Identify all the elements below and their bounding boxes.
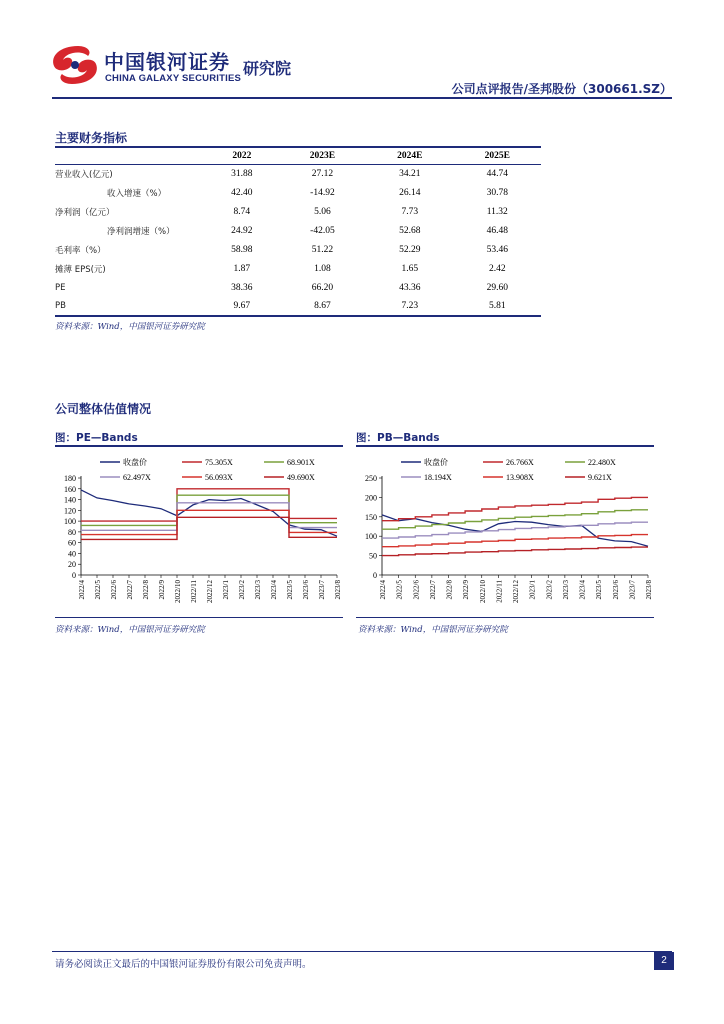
x-tick-label: 2023/3 — [254, 580, 262, 600]
table-cell: 9.67 — [205, 297, 279, 316]
table-cell: 46.48 — [486, 225, 508, 236]
legend-label: 18.194X — [424, 473, 452, 482]
x-tick-label: 2022/8 — [445, 580, 454, 600]
x-tick-label: 2022/10 — [478, 580, 487, 603]
table-cell: 7.73 — [401, 206, 419, 217]
financials-source: 资料来源：Wind，中国银河证券研究院 — [55, 322, 205, 332]
legend-label: 收盘价 — [424, 458, 448, 467]
row-label: 净利润增速（%） — [107, 226, 175, 237]
x-tick-label: 2023/8 — [645, 580, 653, 600]
x-tick-label: 2022/11 — [190, 580, 198, 603]
table-cell: 8.67 — [279, 297, 366, 316]
x-tick-label: 2023/4 — [578, 580, 587, 600]
x-tick-label: 2023/2 — [545, 580, 554, 600]
x-tick-label: 2022/5 — [94, 580, 102, 600]
table-cell: 27.12 — [311, 168, 334, 179]
y-tick-label: 0 — [373, 571, 377, 580]
pe-chart-source: 资料来源：Wind，中国银河证券研究院 — [55, 625, 205, 635]
x-tick-label: 2022/6 — [412, 580, 421, 600]
y-tick-label: 140 — [64, 495, 76, 505]
series-line-band-3 — [81, 503, 337, 531]
x-tick-label: 2022/9 — [462, 580, 471, 600]
footer-disclaimer: 请务必阅读正文最后的中国银河证券股份有限公司免责声明。 — [55, 959, 312, 970]
y-tick-label: 120 — [64, 506, 76, 516]
table-cell: 58.98 — [231, 244, 253, 255]
financials-section-title: 主要财务指标 — [55, 131, 128, 145]
table-cell: 2.42 — [488, 263, 506, 274]
y-tick-label: 150 — [365, 512, 377, 522]
y-tick-label: 100 — [365, 532, 377, 542]
pe-chart-title: 图：PE—Bands — [55, 432, 138, 444]
x-tick-label: 2023/8 — [334, 580, 342, 600]
page-header — [0, 0, 724, 100]
table-header-cell — [55, 147, 205, 164]
x-tick-label: 2023/7 — [628, 580, 637, 600]
table-cell: -42.05 — [310, 225, 335, 236]
y-tick-label: 0 — [72, 571, 76, 580]
logo-english-name: CHINA GALAXY SECURITIES — [105, 73, 242, 84]
table-cell: 1.87 — [233, 263, 251, 274]
y-tick-label: 20 — [68, 560, 76, 570]
y-tick-label: 250 — [365, 474, 377, 483]
series-line-band-1 — [81, 489, 337, 521]
table-cell: 5.06 — [314, 206, 331, 217]
x-tick-label: 2022/11 — [495, 580, 504, 603]
x-tick-label: 2022/5 — [395, 580, 404, 600]
x-tick-label: 2022/4 — [78, 580, 86, 600]
table-cell: 52.29 — [399, 244, 421, 255]
row-label: 毛利率（%） — [55, 245, 106, 256]
report-title: 公司点评报告/圣邦股份（300661.SZ） — [451, 82, 672, 96]
table-cell: 43.36 — [399, 282, 421, 293]
table-cell: 44.74 — [486, 168, 508, 179]
x-tick-label: 2023/6 — [611, 580, 620, 600]
x-tick-label: 2023/6 — [302, 580, 310, 600]
y-tick-label: 200 — [365, 493, 377, 503]
legend-label: 75.305X — [205, 458, 233, 467]
valuation-section-title: 公司整体估值情况 — [55, 402, 152, 416]
table-cell: 24.92 — [231, 225, 253, 236]
row-label: PB — [55, 297, 205, 316]
legend-label: 9.621X — [588, 473, 612, 482]
institute-label: 研究院 — [243, 59, 292, 78]
x-tick-label: 2023/5 — [595, 580, 604, 600]
table-cell: 38.36 — [231, 282, 253, 293]
financials-table-body — [55, 164, 541, 316]
x-tick-label: 2023/1 — [222, 580, 230, 600]
legend-label: 49.690X — [287, 473, 315, 482]
table-cell: 29.60 — [486, 282, 508, 293]
x-tick-label: 2022/8 — [142, 580, 150, 600]
pb-bands-chart — [356, 448, 654, 613]
y-tick-label: 100 — [64, 517, 76, 527]
x-tick-label: 2023/1 — [528, 580, 537, 600]
row-label: PE — [55, 282, 66, 293]
pb-chart-bottom-rule — [356, 617, 654, 618]
table-cell: 53.46 — [486, 244, 508, 255]
x-tick-label: 2023/3 — [561, 580, 570, 600]
header-divider — [52, 97, 672, 99]
pe-chart-bottom-rule — [55, 617, 343, 618]
table-header-cell: 2024E — [366, 147, 453, 164]
series-line-band-5 — [382, 547, 648, 556]
pe-chart-top-rule — [55, 445, 343, 447]
table-cell: 11.32 — [486, 206, 508, 217]
legend-label: 收盘价 — [123, 458, 147, 467]
row-label: 摊薄 EPS(元) — [55, 264, 106, 275]
y-tick-label: 160 — [64, 484, 76, 494]
table-header-cell: 2023E — [279, 147, 366, 164]
y-tick-label: 80 — [68, 527, 76, 537]
y-tick-label: 40 — [68, 549, 76, 559]
table-row — [55, 240, 541, 259]
galaxy-logo-icon — [48, 42, 102, 88]
series-line-band-2 — [382, 510, 648, 529]
legend-label: 26.766X — [506, 458, 534, 467]
table-cell: 7.23 — [366, 297, 453, 316]
x-tick-label: 2022/12 — [206, 580, 214, 603]
table-cell: 52.68 — [399, 225, 421, 236]
financials-table — [55, 146, 541, 317]
table-row — [55, 278, 541, 297]
table-cell: 1.65 — [401, 263, 419, 274]
table-cell: 31.88 — [231, 168, 253, 179]
table-cell: 51.22 — [311, 244, 334, 255]
legend-label: 13.908X — [506, 473, 534, 482]
legend-label: 56.093X — [205, 473, 233, 482]
pb-chart-top-rule — [356, 445, 654, 447]
pb-chart-source: 资料来源：Wind，中国银河证券研究院 — [358, 625, 508, 635]
row-label: 收入增速（%） — [107, 188, 167, 199]
legend-label: 68.901X — [287, 458, 315, 467]
pe-bands-chart — [55, 448, 343, 613]
x-tick-label: 2022/4 — [379, 580, 387, 600]
page-number: 2 — [654, 952, 674, 970]
series-line-close-price — [81, 490, 337, 536]
row-label: 净利润（亿元） — [55, 207, 115, 218]
table-cell: 26.14 — [399, 187, 421, 198]
x-tick-label: 2023/4 — [270, 580, 278, 600]
table-cell: 30.78 — [486, 187, 508, 198]
x-tick-label: 2022/12 — [512, 580, 520, 603]
pb-chart-title: 图：PB—Bands — [356, 432, 440, 444]
table-row — [55, 297, 541, 316]
y-tick-label: 60 — [68, 538, 76, 548]
table-header-row — [55, 147, 541, 164]
table-header-cell: 2022 — [205, 147, 279, 164]
x-tick-label: 2022/7 — [428, 580, 437, 600]
table-row — [55, 202, 541, 221]
table-cell: 8.74 — [233, 206, 251, 217]
x-tick-label: 2022/10 — [174, 580, 182, 603]
x-tick-label: 2022/7 — [126, 580, 134, 600]
table-cell: 34.21 — [399, 168, 421, 179]
x-tick-label: 2022/6 — [110, 580, 118, 600]
table-row — [55, 164, 541, 183]
row-label: 营业收入(亿元) — [55, 169, 113, 180]
table-cell: 5.81 — [454, 297, 541, 316]
table-row — [55, 259, 541, 278]
table-row — [55, 221, 541, 240]
series-line-close-price — [382, 515, 648, 546]
x-tick-label: 2023/2 — [238, 580, 246, 600]
x-tick-label: 2023/5 — [286, 580, 294, 600]
table-cell: 1.08 — [314, 263, 331, 274]
table-cell: 42.40 — [231, 187, 253, 198]
table-cell: 66.20 — [311, 282, 334, 293]
y-tick-label: 50 — [369, 551, 377, 561]
x-tick-label: 2022/9 — [158, 580, 166, 600]
table-row — [55, 183, 541, 202]
logo-chinese-name: 中国银河证券 — [104, 50, 230, 74]
x-tick-label: 2023/7 — [318, 580, 326, 600]
table-header-cell: 2025E — [454, 147, 541, 164]
table-cell: -14.92 — [310, 187, 335, 198]
footer-divider — [52, 951, 672, 952]
y-tick-label: 180 — [64, 474, 76, 483]
legend-label: 62.497X — [123, 473, 151, 482]
legend-label: 22.480X — [588, 458, 616, 467]
